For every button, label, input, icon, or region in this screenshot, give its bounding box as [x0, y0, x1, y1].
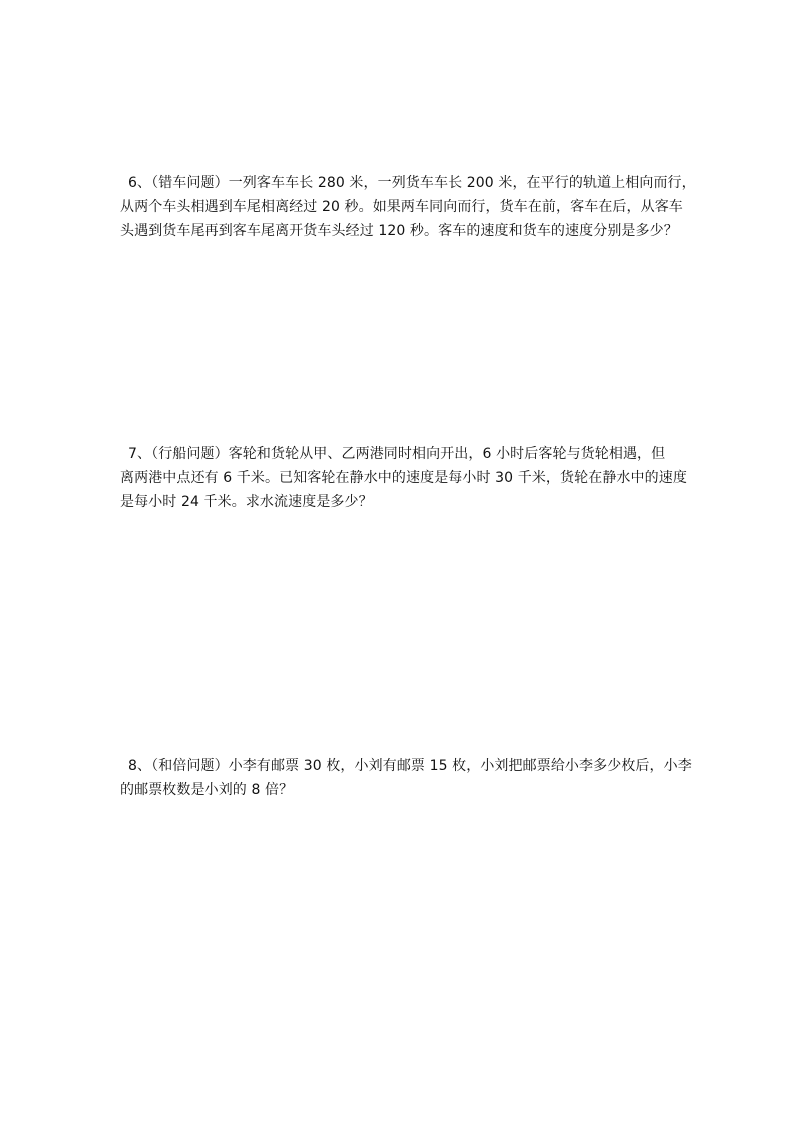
- problem-7-line-3: 是每小时 24 千米。求水流速度是多少？: [120, 494, 373, 510]
- problem-8: [120, 754, 692, 802]
- problem-7: [120, 442, 687, 514]
- problem-6-line-3: 头遇到货车尾再到客车尾离开货车头经过 120 秒。客车的速度和货车的速度分别是多少？: [120, 223, 678, 239]
- problem-7-line-1: 7、（行船问题）客轮和货轮从甲、乙两港同时相向开出，6 小时后客轮与货轮相遇，但: [128, 446, 666, 462]
- problem-8-line-1: 8、（和倍问题）小李有邮票 30 枚，小刘有邮票 15 枚，小刘把邮票给小李多少枚后，小李: [128, 758, 692, 774]
- problem-6: [120, 171, 696, 243]
- problem-8-line-2: 的邮票枚数是小刘的 8 倍？: [120, 782, 294, 798]
- problem-7-line-2: 离两港中点还有 6 千米。已知客轮在静水中的速度是每小时 30 千米，货轮在静水中的速度: [120, 470, 687, 486]
- problem-6-line-2: 从两个车头相遇到车尾相离经过 20 秒。如果两车同向而行，货车在前，客车在后，从客车: [120, 199, 683, 215]
- problem-6-line-1: 6、（错车问题）一列客车车长 280 米，一列货车车长 200 米，在平行的轨道上相向而行，: [128, 175, 696, 191]
